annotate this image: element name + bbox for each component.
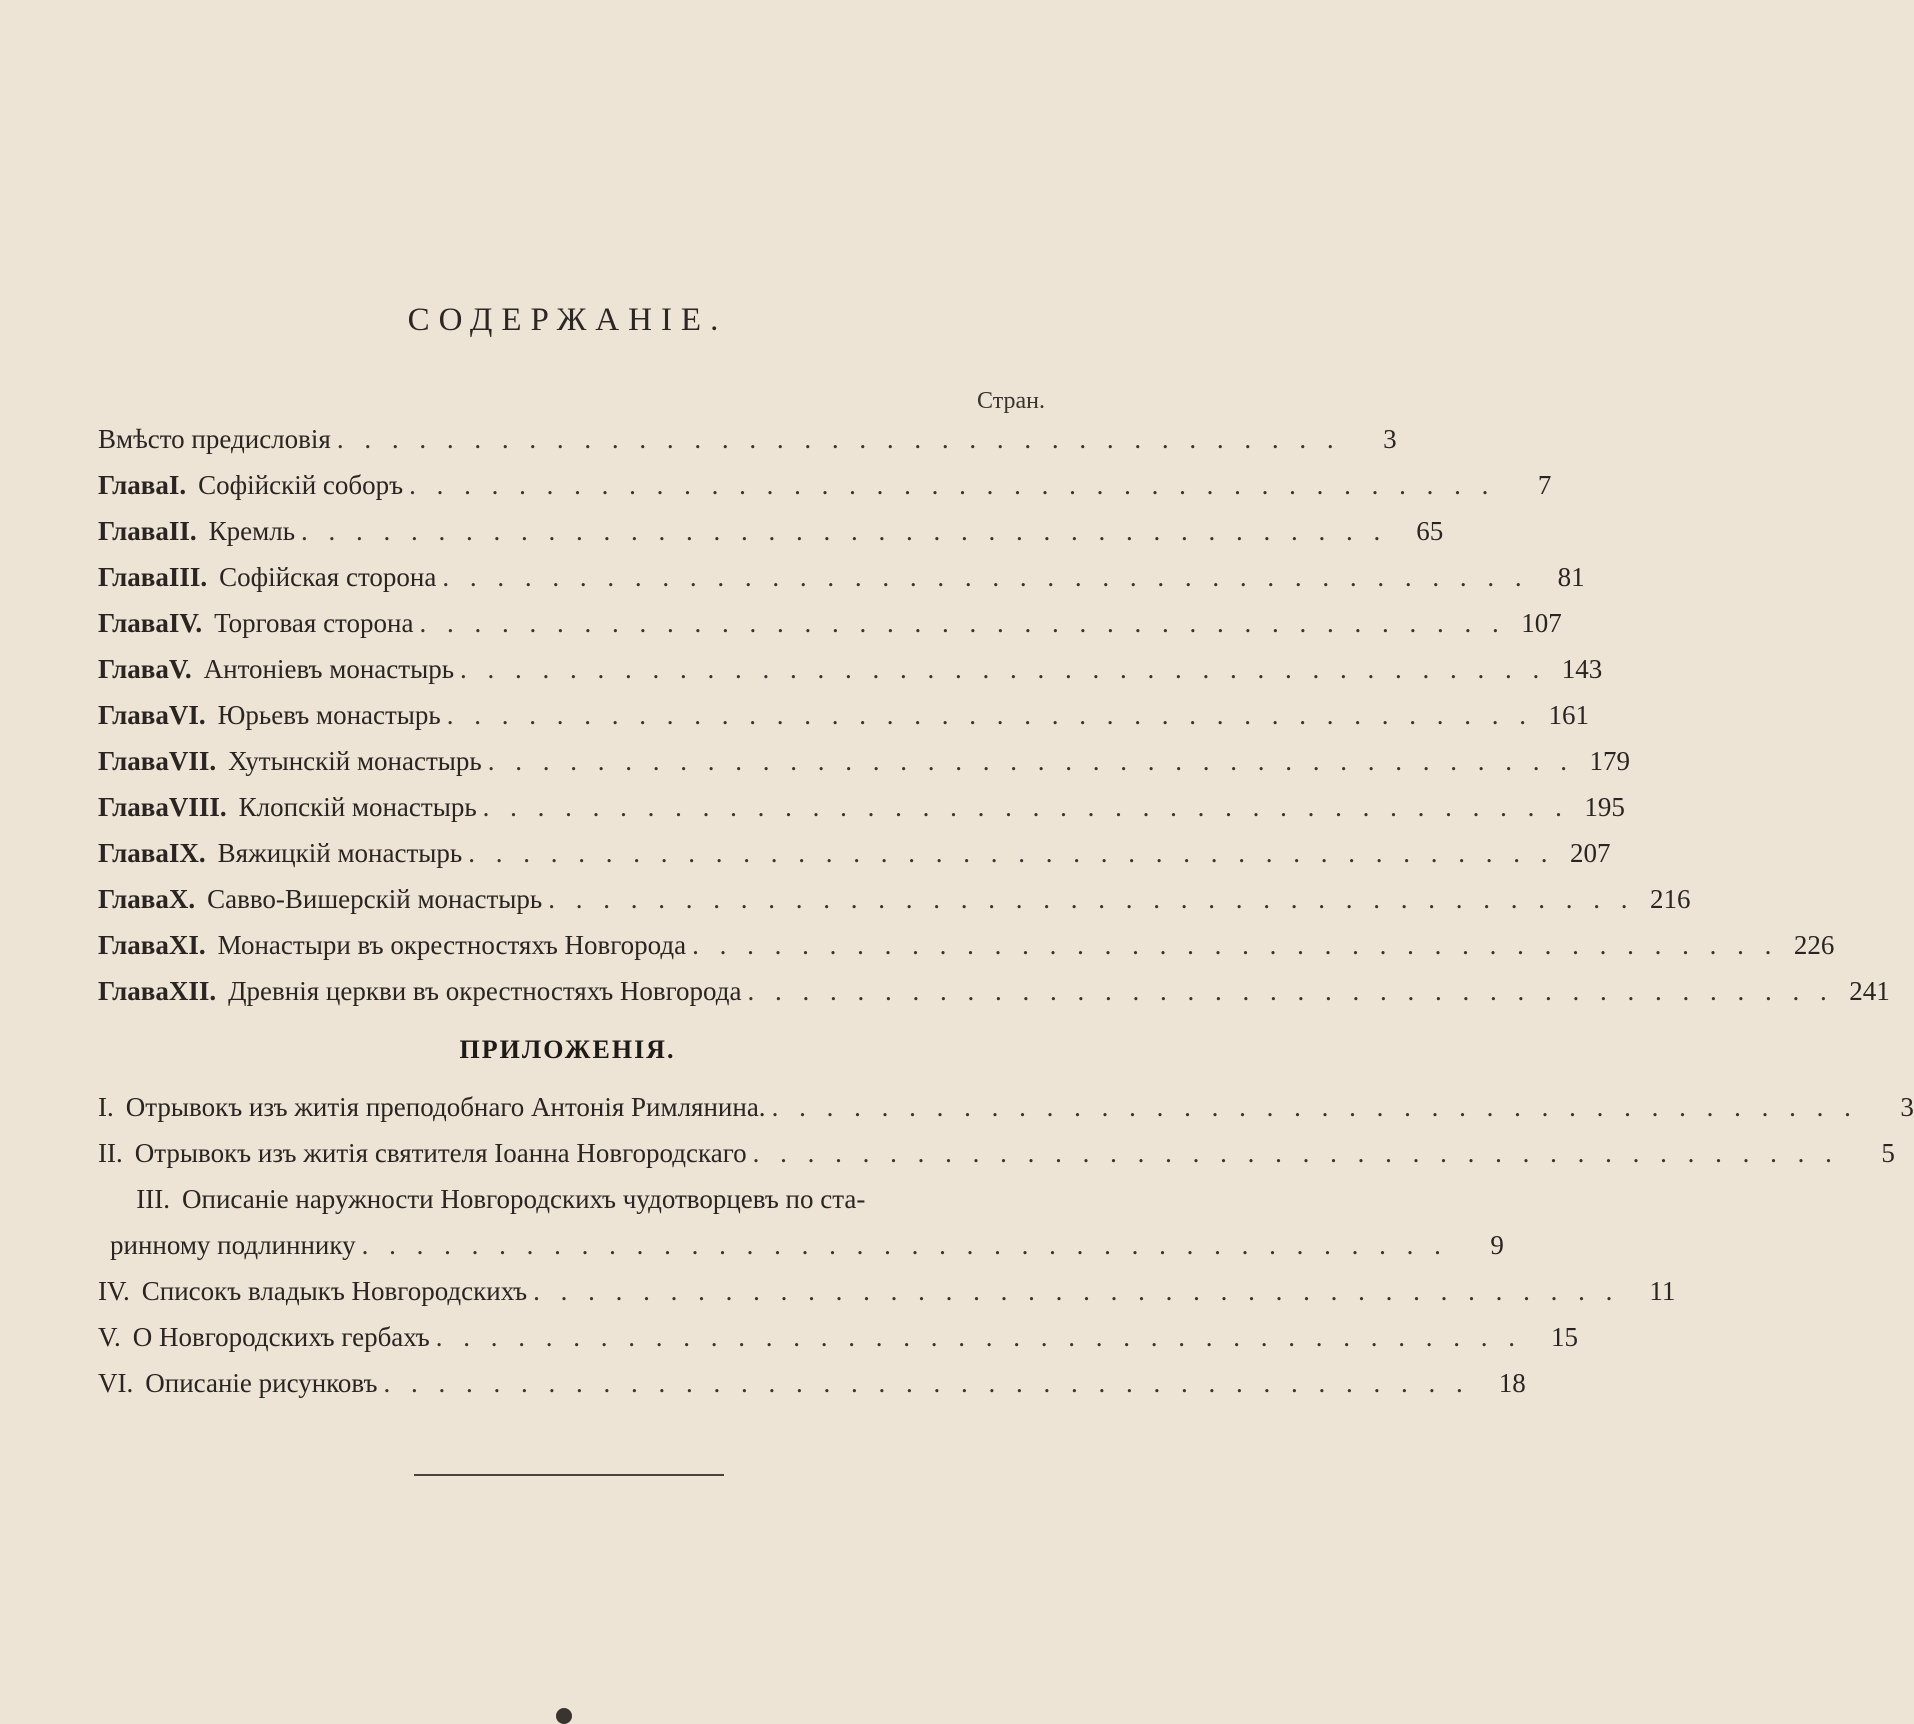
dot-leader: . . . . . . . . . . . . . . . . . . . . . . . . . . . . . . . . . . . . . . . .	[533, 1276, 1620, 1306]
appendix-page: 9	[1490, 1230, 1504, 1260]
chapter-entry	[98, 562, 1585, 606]
appendix-page: 3	[1900, 1092, 1914, 1122]
appendix-title: Отрывокъ изъ житія преподобнаго Антонія Римлянина.	[125, 1092, 766, 1122]
appendix-entry	[98, 1276, 1676, 1320]
chapter-label: Глава	[98, 608, 169, 638]
dot-leader: . . . . . . . . . . . . . . . . . . . . . . . . . . . . . . . . . . . . . . . .	[752, 1138, 1839, 1168]
bottom-ornament	[556, 1708, 572, 1724]
chapter-title: Антоніевъ монастырь	[203, 654, 455, 684]
chapter-entry	[98, 654, 1603, 698]
appendix-number: IV.	[98, 1276, 130, 1306]
preface-title: Вмѣсто предисловія	[98, 424, 331, 454]
chapter-page: 161	[1548, 700, 1589, 730]
dot-leader: . . . . . . . . . . . . . . . . . . . . . . . . . . . . . . . . . . . . . . . .	[468, 838, 1555, 868]
chapter-number: IV.	[168, 608, 203, 638]
chapter-page: 195	[1584, 792, 1625, 822]
chapter-number: VII.	[168, 746, 217, 776]
appendix-entry	[98, 1322, 1578, 1366]
chapter-page: 143	[1561, 654, 1603, 684]
chapter-title: Кремль	[208, 516, 296, 546]
dot-leader: . . . . . . . . . . . . . . . . . . . . . . . . . . . . . . . . . . . . . . . .	[383, 1368, 1470, 1398]
chapter-entry	[98, 884, 1691, 928]
appendix-title: ринному подлиннику	[110, 1230, 356, 1260]
chapter-title: Монастыри въ окрестностяхъ Новгорода	[217, 930, 687, 960]
chapter-title: Савво-Вишерскій монастырь	[207, 884, 543, 914]
closing-rule	[414, 1474, 724, 1476]
chapter-label: Глава	[98, 792, 169, 822]
chapter-label: Глава	[98, 562, 169, 592]
chapter-page: 241	[1849, 976, 1890, 1006]
chapter-page: 179	[1589, 746, 1630, 776]
chapter-title: Юрьевъ монастырь	[217, 700, 441, 730]
chapter-entry	[98, 608, 1562, 652]
chapter-entry	[98, 470, 1552, 514]
chapter-number: XII.	[168, 976, 217, 1006]
appendix-entry	[98, 1230, 1504, 1274]
appendix-title: Списокъ владыкъ Новгородскихъ	[141, 1276, 528, 1306]
chapter-number: VI.	[168, 700, 206, 730]
chapter-page: 7	[1537, 470, 1552, 500]
appendix-number: VI.	[98, 1368, 134, 1398]
preface-page: 3	[1383, 424, 1397, 454]
chapter-number: VIII.	[168, 792, 227, 822]
chapter-number: X.	[168, 884, 196, 914]
chapter-label: Глава	[98, 976, 169, 1006]
chapter-entry	[98, 746, 1630, 790]
chapter-title: Торговая сторона	[214, 608, 414, 638]
chapter-number: III.	[168, 562, 208, 592]
appendix-title: Описаніе наружности Новгородскихъ чудотворцевъ по ста-	[182, 1184, 866, 1214]
pages-column-header: Стран.	[977, 388, 1045, 414]
dot-leader: . . . . . . . . . . . . . . . . . . . . . . . . . . . . . . . . . . . . . . . .	[435, 1322, 1522, 1352]
dot-leader: . . . . . . . . . . . . . . . . . . . . . . . . . . . . . . . . . . . . . . . .	[361, 1230, 1448, 1260]
chapter-number: IX.	[168, 838, 206, 868]
dot-leader: . . . . . . . . . . . . . . . . . . . . . . . . . . . . . . . . . . . . . . . .	[442, 562, 1529, 592]
chapter-title: Клопскій монастырь	[238, 792, 477, 822]
dot-leader: . . . . . . . . . . . . . . . . . . . . . . . . . . . . . . . . . . . . . . . .	[301, 516, 1388, 546]
chapter-number: II.	[168, 516, 197, 546]
appendix-number: I.	[98, 1092, 114, 1122]
dot-leader: . . . . . . . . . . . . . . . . . . . . . . . . . . . . . . . . . . . . . . . .	[446, 700, 1533, 730]
chapter-page: 216	[1649, 884, 1691, 914]
chapter-entry	[98, 700, 1589, 744]
dot-leader: . . . . . . . . . . . . . . . . . . . . . . . . . . . . . . . . . . . . . . . .	[747, 976, 1834, 1006]
chapter-label: Глава	[98, 838, 169, 868]
appendix-page: 11	[1649, 1276, 1676, 1306]
dot-leader: . . . . . . . . . . . . . . . . . . . . . . . . . . . . . . . . . . . . . . . .	[771, 1092, 1858, 1122]
chapter-page: 107	[1521, 608, 1562, 638]
chapter-label: Глава	[98, 654, 169, 684]
chapter-number: V.	[168, 654, 192, 684]
dot-leader: . . . . . . . . . . . . . . . . . . . . . . . . . . . . . . . . . . . . . . . .	[487, 746, 1574, 776]
chapter-page: 207	[1569, 838, 1611, 868]
chapter-page: 81	[1557, 562, 1585, 592]
page-title: СОДЕРЖАНІЕ.	[407, 302, 728, 338]
chapter-number: XI.	[168, 930, 206, 960]
appendix-page: 18	[1498, 1368, 1526, 1398]
appendix-page: 5	[1881, 1138, 1895, 1168]
preface-entry	[98, 424, 1397, 468]
chapter-entry	[98, 516, 1444, 560]
appendix-number: III.	[136, 1184, 170, 1214]
chapter-label: Глава	[98, 700, 169, 730]
appendix-entry	[98, 1184, 1033, 1228]
dot-leader: . . . . . . . . . . . . . . . . . . . . . . . . . . . . . . . . . . . . . . . .	[409, 470, 1496, 500]
appendix-heading: ПРИЛОЖЕНІЯ.	[459, 1035, 676, 1064]
appendix-title: Описаніе рисунковъ	[145, 1368, 378, 1398]
appendix-title: Отрывокъ изъ житія святителя Іоанна Новгородскаго	[134, 1138, 747, 1168]
dot-leader: . . . . . . . . . . . . . . . . . . . . . . . . . . . . . . . . . . . . . . . .	[460, 654, 1547, 684]
appendix-entry	[98, 1138, 1895, 1182]
chapter-number: I.	[168, 470, 187, 500]
dot-leader: . . . . . . . . . . . . . . . . . . . . . . . . . . . . . . . . . . . . . . . .	[692, 930, 1779, 960]
appendix-entry	[98, 1368, 1526, 1412]
chapter-entry	[98, 930, 1835, 974]
appendix-number: V.	[98, 1322, 121, 1352]
chapter-entry	[98, 838, 1611, 882]
chapter-page: 65	[1416, 516, 1444, 546]
dot-leader: . . . . . . . . . . . . . . . . . . . . . . . . . . . . . . . . . . . . . . . .	[548, 884, 1635, 914]
dot-leader: . . . . . . . . . . . . . . . . . . . . . . . . . . . . . . . . . . . . . . . .	[419, 608, 1506, 638]
appendix-title: О Новгородскихъ гербахъ	[132, 1322, 430, 1352]
chapter-title: Софійская сторона	[219, 562, 437, 592]
chapter-entry	[98, 976, 1890, 1020]
chapter-entry	[98, 792, 1625, 836]
chapter-label: Глава	[98, 470, 169, 500]
chapter-label: Глава	[98, 930, 169, 960]
chapter-title: Вяжицкій монастырь	[217, 838, 463, 868]
dot-leader: . . . . . . . . . . . . . . . . . . . . . . . . . . . . . . . . . . . . .	[336, 424, 1341, 454]
chapter-label: Глава	[98, 516, 169, 546]
chapter-page: 226	[1793, 930, 1835, 960]
chapter-title: Хутынскій монастырь	[228, 746, 482, 776]
dot-leader: . . . . . . . . . . . . . . . . . . . . . . . . . . . . . . . . . . . . . . . .	[482, 792, 1569, 822]
appendix-page: 15	[1550, 1322, 1578, 1352]
chapter-title: Софійскій соборъ	[198, 470, 404, 500]
chapter-label: Глава	[98, 884, 169, 914]
appendix-entry	[98, 1092, 1914, 1136]
chapter-label: Глава	[98, 746, 169, 776]
appendix-number: II.	[98, 1138, 123, 1168]
chapter-title: Древнія церкви въ окрестностяхъ Новгорода	[228, 976, 742, 1006]
